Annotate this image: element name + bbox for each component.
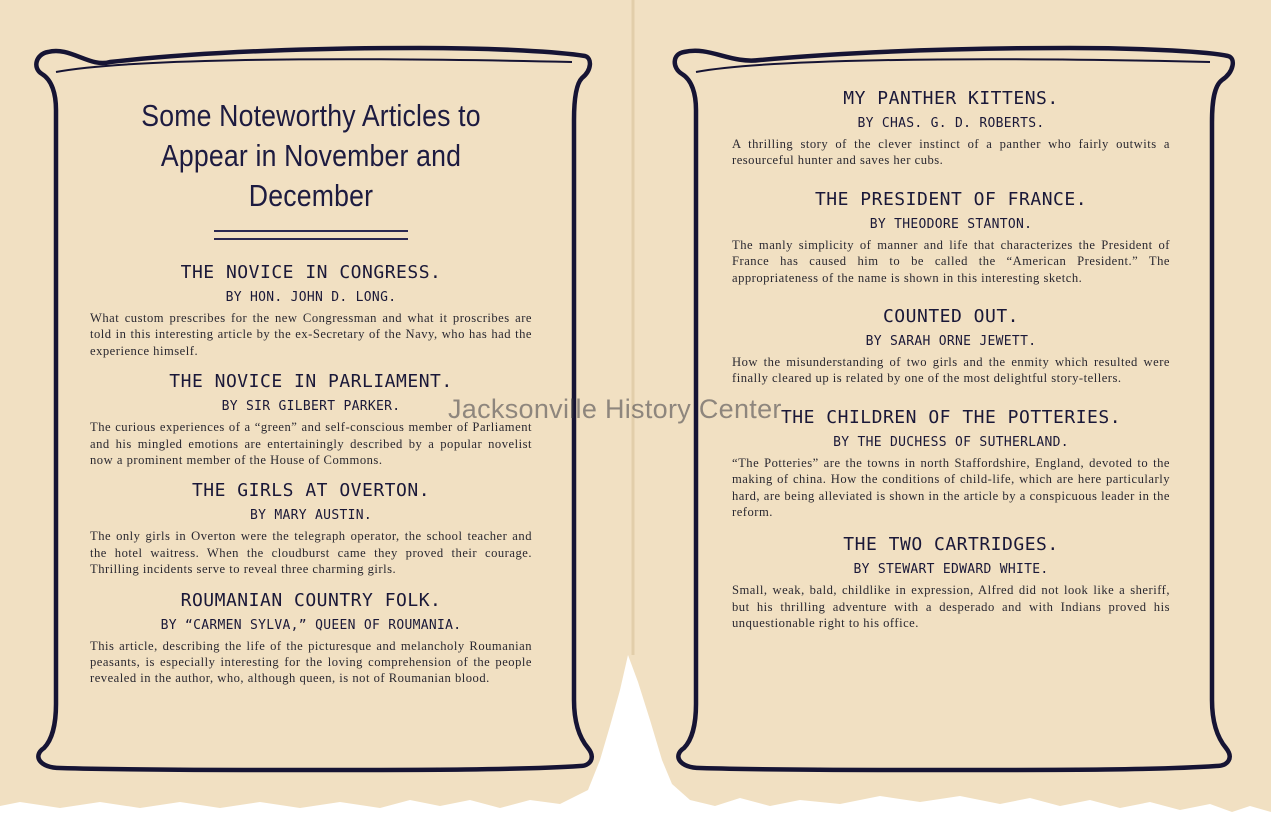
- article-title: COUNTED OUT.: [882, 306, 1020, 328]
- article-children-of-the-potteries: [728, 407, 1174, 521]
- article-description: The only girls in Overton were the telegraph operator, the school teacher and the hotel waitress. When the cloudburst came they proved their courage. Thrilling incidents serve to reveal three charming girls.: [90, 529, 532, 577]
- article-description: A thrilling story of the clever instinct of a panther who fairly outwits a resourceful hunter and saves her cubs.: [732, 137, 1170, 168]
- heading-double-rule: [214, 230, 408, 240]
- article-title: MY PANTHER KITTENS.: [843, 88, 1059, 109]
- article-description: Small, weak, bald, childlike in expression, Alfred did not look like a sheriff, but his thrilling adventure with a desperado and with Indians proved his unquestionable right to his office.: [732, 583, 1170, 631]
- article-author: BY SIR GILBERT PARKER.: [221, 399, 401, 415]
- article-my-panther-kittens: [728, 88, 1174, 169]
- watermark: Jacksonville History Center: [448, 394, 782, 424]
- article-author: BY HON. JOHN D. LONG.: [225, 290, 397, 305]
- heading-line-2: Appear in November and December: [160, 138, 462, 213]
- article-roumanian-country-folk: [80, 590, 542, 687]
- article-description: “The Potteries” are the towns in north Staffordshire, England, devoted to the making of china. How the conditions of child-life, which are here particularly hard, are being alleviated is shown in the article by a conspicuous leader in the reform.: [732, 455, 1170, 520]
- article-author: BY CHAS. G. D. ROBERTS.: [857, 116, 1045, 131]
- article-title: THE GIRLS AT OVERTON.: [191, 480, 431, 502]
- article-title: THE CHILDREN OF THE POTTERIES.: [780, 406, 1122, 428]
- right-panel: [728, 88, 1174, 644]
- article-description: This article, describing the life of the picturesque and melancholy Roumanian peasants, is especially interesting for the loving comprehension of the people revealed in the author, who, although queen, is not of Roumanian blood.: [90, 638, 532, 686]
- article-author: BY THEODORE STANTON.: [869, 216, 1033, 232]
- article-title: ROUMANIAN COUNTRY FOLK.: [180, 589, 442, 611]
- article-author: BY THE DUCHESS OF SUTHERLAND.: [833, 434, 1069, 450]
- article-girls-at-overton: [80, 480, 542, 577]
- article-title: THE TWO CARTRIDGES.: [843, 534, 1059, 556]
- article-author: BY SARAH ORNE JEWETT.: [865, 334, 1037, 350]
- article-counted-out: [728, 306, 1174, 387]
- article-novice-in-congress: [80, 262, 542, 359]
- article-author: BY “CARMEN SYLVA,” QUEEN OF ROUMANIA.: [160, 617, 462, 633]
- article-president-of-france: [728, 189, 1174, 286]
- article-two-cartridges: [728, 534, 1174, 631]
- article-author: BY STEWART EDWARD WHITE.: [853, 562, 1049, 578]
- article-author: BY MARY AUSTIN.: [250, 508, 372, 524]
- heading-line-1: Some Noteworthy Articles to: [141, 98, 481, 133]
- article-title: THE PRESIDENT OF FRANCE.: [814, 188, 1088, 210]
- article-description: What custom prescribes for the new Congressman and what it proscribes are told in this interesting article by the ex-Secretary of the Navy, who has had the experience himself.: [90, 311, 532, 358]
- page-heading: [112, 96, 509, 216]
- article-title: THE NOVICE IN PARLIAMENT.: [169, 371, 453, 393]
- article-description: The manly simplicity of manner and life that characterizes the President of France has caused him to be called the “American President.” The appropriateness of the name is shown in this interesting sketch.: [732, 237, 1170, 285]
- article-description: How the misunderstanding of two girls and the enmity which resulted were finally cleared up is related by one of the most delightful story-tellers.: [732, 355, 1170, 386]
- article-title: THE NOVICE IN CONGRESS.: [180, 262, 442, 283]
- article-description: The curious experiences of a “green” and self-conscious member of Parliament and his mingled emotions are entertainingly described by a popular novelist now a prominent member of the House of Commons.: [90, 420, 532, 468]
